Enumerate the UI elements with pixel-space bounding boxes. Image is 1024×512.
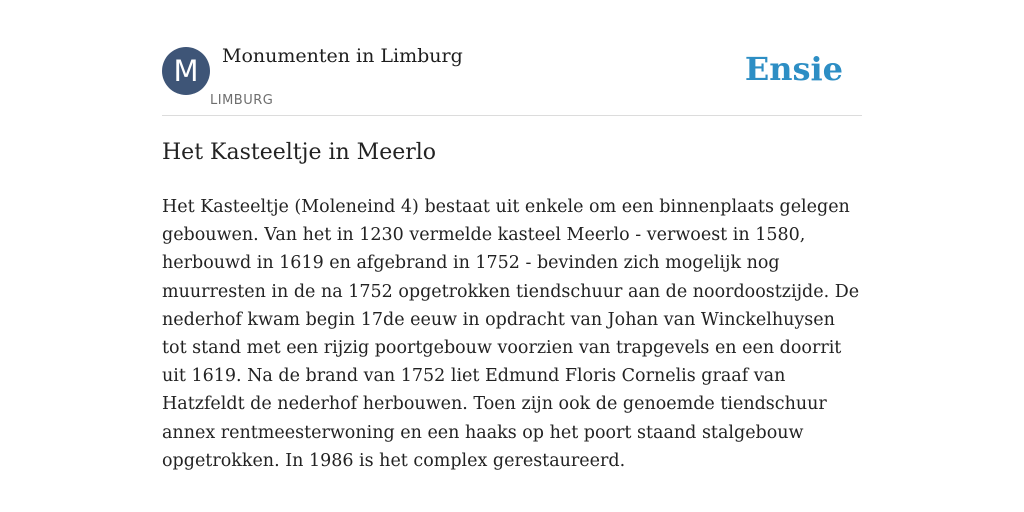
source-avatar[interactable]: M [162,47,210,95]
header-divider [162,115,862,116]
category-label[interactable]: LIMBURG [210,93,274,108]
brand-logo[interactable]: Ensie [744,50,843,88]
source-title-link[interactable]: Monumenten in Limburg [222,45,463,67]
article-body: Het Kasteeltje (Moleneind 4) bestaat uit enkele om een binnenplaats gelegen gebouwen. Van het in 1230 vermelde kasteel Meerlo - verwoest in 1580, herbouwd in 1619 en afgebrand in 1752 - bevinden zich mogelijk nog muurresten in de na 1752 opgetrokken tiendschuur aan de noordoostzijde. De nederhof kwam begin 17de eeuw in opdracht van Johan van Winckelhuysen tot stand met een rijzig poortgebouw voorzien van trapgevels en een doorrit uit 1619. Na de brand van 1752 liet Edmund Floris Cornelis graaf van Hatzfeldt de nederhof herbouwen. Toen zijn ook de genoemde tiendschuur annex rentmeesterwoning en een haaks op het poort staand stalgebouw opgetrokken. In 1986 is het complex gerestaureerd. [162,197,860,471]
article-title: Het Kasteeltje in Meerlo [162,140,437,165]
